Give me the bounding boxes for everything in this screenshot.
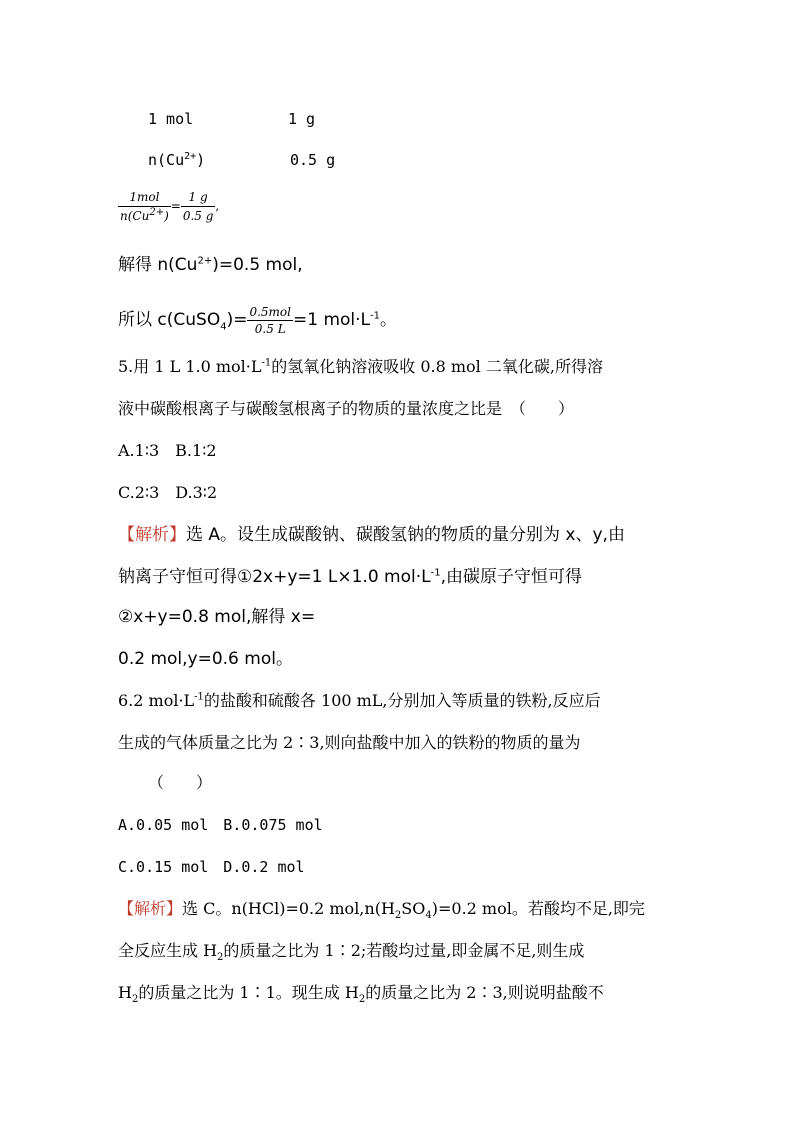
q5-line-1: 5.用 1 L 1.0 $mol\cdot L^{-1}$的氢氧化钠溶液吸收 0.8 mol 二氧化碳,所得溶 (118, 357, 603, 376)
ratio-equation: $\frac{\text{1mol}}{n(Cu^{2+})}$ = $\frac{1 g}{0.5 g}$ , (120, 190, 220, 223)
proportion-r1c1: 1 mol (148, 110, 194, 128)
q5-options-ab: A.1∶3 B.1∶2 (118, 441, 217, 460)
q6-options-ab: A.0.05 mol B.0.075 mol (118, 816, 323, 834)
fraction-right: $\frac{1 g}{0.5 g}$ (182, 190, 214, 223)
a6-line-2: 全反应生成 $H_2$的质量之比为 1∶2;若酸均过量,即金属不足,则生成 (118, 941, 585, 964)
proportion-r1c2: 1 g (288, 110, 316, 128)
solve-line: 解得 $n(Cu^{2+})=0.5$ mol, (118, 255, 303, 275)
proportion-r2c1: $n(Cu^{2+})$ (148, 151, 206, 169)
q5-options-cd: C.2∶3 D.3∶2 (118, 483, 218, 502)
a5-line-4: 0.2 mol,y=0.6 mol。 (118, 649, 293, 669)
fraction-conc: $\frac{\text{0.5mol}}{0.5 L}$ (249, 304, 291, 336)
proportion-r2c2: 0.5 g (290, 151, 336, 169)
q6-line-3: （ ） (148, 773, 213, 792)
a5-line-3: ②x+y=0.8 mol,解得 x= (118, 607, 316, 627)
q5-line-2: 液中碳酸根离子与碳酸氢根离子的物质的量浓度之比是 （ ） (118, 399, 575, 418)
a5-line-2: 钠离子守恒可得①2x+y=1 L×1.0 $mol\cdot L^{-1}$,由碳原子守恒可得 (118, 567, 582, 587)
a6-line-1: 【解析】选 C。n(HCl)=0.2 $mol,n(H_2SO_4)=0.2$ mol。若酸均不足,即完 (118, 899, 645, 922)
q6-options-cd: C.0.15 mol D.0.2 mol (118, 858, 305, 876)
q6-line-2: 生成的气体质量之比为 2∶3,则向盐酸中加入的铁粉的物质的量为 (118, 733, 581, 752)
fraction-left: $\frac{\text{1mol}}{n(Cu^{2+})}$ (120, 190, 169, 223)
a6-line-3: $H_2$的质量之比为 1∶1。现生成 $H_2$的质量之比为 2∶3,则说明盐酸不 (118, 983, 604, 1006)
analysis-tag: 【解析】 (118, 525, 186, 545)
analysis-tag: 【解析】 (118, 899, 183, 918)
q6-line-1: 6.2 $mol\cdot L^{-1}$的盐酸和硫酸各 100 mL,分别加入等质量的铁粉,反应后 (118, 691, 601, 710)
a5-line-1: 【解析】选 A。设生成碳酸钠、碳酸氢钠的物质的量分别为 x、y,由 (118, 525, 625, 545)
concentration-line: 所以 c(CuSO$_4$)= $\frac{\text{0.5mol}}{0.5 L}$ =1 $mol\cdot L^{-1}$。 (118, 304, 398, 336)
